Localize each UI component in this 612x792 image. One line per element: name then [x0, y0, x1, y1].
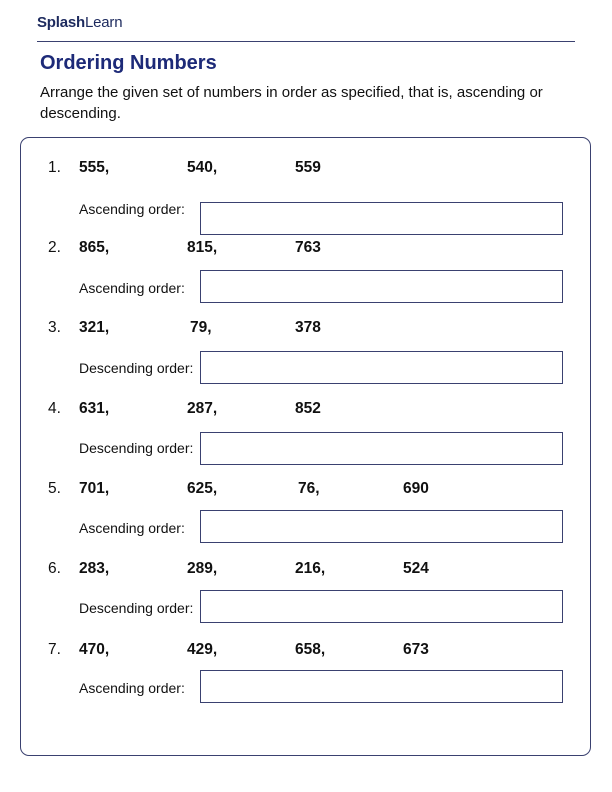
- worksheet-title: Ordering Numbers: [40, 52, 217, 74]
- answer-box[interactable]: [200, 670, 563, 703]
- answer-box[interactable]: [200, 351, 563, 384]
- question-value: 555,: [79, 159, 110, 176]
- logo-text-light: Learn: [84, 14, 123, 31]
- question-value: 524: [403, 560, 429, 577]
- answer-label: Ascending order:: [79, 280, 185, 296]
- answer-box[interactable]: [200, 590, 563, 623]
- question-value: 540,: [187, 159, 218, 176]
- question-value: 559: [295, 159, 321, 176]
- question-number: 6.: [48, 560, 61, 577]
- answer-label: Ascending order:: [79, 520, 185, 536]
- question-value: 79,: [190, 319, 212, 336]
- question-number: 5.: [48, 480, 61, 497]
- question-value: 690: [403, 480, 429, 497]
- question-value: 625,: [187, 480, 218, 497]
- answer-box[interactable]: [200, 432, 563, 465]
- question-value: 283,: [79, 560, 110, 577]
- question-value: 216,: [295, 560, 326, 577]
- answer-label: Descending order:: [79, 440, 194, 456]
- question-value: 673: [403, 641, 429, 658]
- answer-label: Ascending order:: [79, 680, 185, 696]
- question-value: 631,: [79, 400, 110, 417]
- splashlearn-logo: [37, 14, 122, 31]
- question-number: 4.: [48, 400, 61, 417]
- question-value: 429,: [187, 641, 218, 658]
- question-value: 701,: [79, 480, 110, 497]
- answer-label: Ascending order:: [79, 201, 185, 217]
- question-value: 76,: [298, 480, 320, 497]
- question-value: 763: [295, 239, 321, 256]
- question-value: 378: [295, 319, 321, 336]
- question-value: 470,: [79, 641, 110, 658]
- answer-box[interactable]: [200, 202, 563, 235]
- question-value: 287,: [187, 400, 218, 417]
- question-value: 815,: [187, 239, 218, 256]
- question-number: 7.: [48, 641, 61, 658]
- answer-box[interactable]: [200, 510, 563, 543]
- answer-box[interactable]: [200, 270, 563, 303]
- question-number: 2.: [48, 239, 61, 256]
- logo-text-bold: Splash: [37, 14, 85, 31]
- answer-label: Descending order:: [79, 360, 194, 376]
- question-value: 321,: [79, 319, 110, 336]
- question-value: 658,: [295, 641, 326, 658]
- question-value: 289,: [187, 560, 218, 577]
- answer-label: Descending order:: [79, 600, 194, 616]
- question-number: 1.: [48, 159, 61, 176]
- question-value: 852: [295, 400, 321, 417]
- question-number: 3.: [48, 319, 61, 336]
- question-value: 865,: [79, 239, 110, 256]
- header-divider: [37, 41, 575, 42]
- worksheet-instructions: Arrange the given set of numbers in order as specified, that is, ascending or descending.: [40, 84, 543, 122]
